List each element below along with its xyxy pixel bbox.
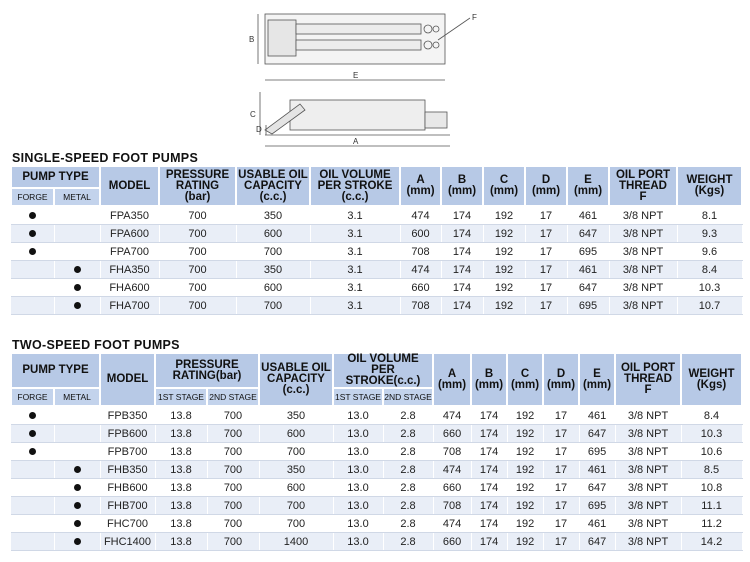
header-volume-stage-1: 1ST STAGE <box>333 388 383 406</box>
capacity-cell: 350 <box>236 206 310 225</box>
label-f: F <box>472 13 477 22</box>
forge-cell <box>11 443 54 461</box>
pressure-cell: 700 <box>159 206 236 225</box>
header-weight: WEIGHT (Kgs) <box>677 166 742 206</box>
label-b: B <box>249 35 255 44</box>
b-cell: 174 <box>441 243 483 261</box>
metal-cell <box>54 479 100 497</box>
forge-dot-icon <box>29 230 36 237</box>
capacity-cell: 600 <box>236 225 310 243</box>
weight-cell: 9.3 <box>677 225 742 243</box>
two-speed-table <box>10 352 743 551</box>
header-a: A (mm) <box>433 353 471 406</box>
forge-cell <box>11 225 54 243</box>
table-row <box>11 206 742 225</box>
b-cell: 174 <box>471 533 507 551</box>
header-pump-type: PUMP TYPE <box>11 166 100 188</box>
single-speed-title: SINGLE-SPEED FOOT PUMPS <box>12 151 199 165</box>
capacity-cell: 700 <box>259 515 333 533</box>
table-row <box>11 497 742 515</box>
header-d: D (mm) <box>525 166 567 206</box>
capacity-cell: 700 <box>259 443 333 461</box>
model-cell: FHA600 <box>100 279 159 297</box>
label-e: E <box>353 71 359 80</box>
header-weight: WEIGHT (Kgs) <box>681 353 742 406</box>
thread-cell: 3/8 NPT <box>615 533 681 551</box>
b-cell: 174 <box>441 279 483 297</box>
thread-cell: 3/8 NPT <box>615 406 681 425</box>
pressure-stage-1-cell: 13.8 <box>155 479 207 497</box>
e-cell: 461 <box>567 261 609 279</box>
capacity-cell: 350 <box>236 261 310 279</box>
forge-dot-icon <box>29 448 36 455</box>
side-view-body <box>290 100 425 130</box>
weight-cell: 14.2 <box>681 533 742 551</box>
e-cell: 461 <box>567 206 609 225</box>
metal-cell <box>54 297 100 315</box>
pressure-stage-2-cell: 700 <box>207 425 259 443</box>
pressure-stage-1-cell: 13.8 <box>155 406 207 425</box>
a-cell: 660 <box>433 533 471 551</box>
c-cell: 192 <box>507 497 543 515</box>
b-cell: 174 <box>441 225 483 243</box>
forge-cell <box>11 279 54 297</box>
thread-cell: 3/8 NPT <box>615 479 681 497</box>
model-cell: FPB350 <box>100 406 155 425</box>
metal-cell <box>54 443 100 461</box>
capacity-cell: 700 <box>259 497 333 515</box>
single-speed-table <box>10 165 743 315</box>
model-cell: FPB700 <box>100 443 155 461</box>
c-cell: 192 <box>507 479 543 497</box>
weight-cell: 8.5 <box>681 461 742 479</box>
table-row <box>11 479 742 497</box>
d-cell: 17 <box>543 479 579 497</box>
header-pump-type: PUMP TYPE <box>11 353 100 388</box>
a-cell: 474 <box>400 206 441 225</box>
top-view-rail-lower <box>296 40 421 50</box>
model-cell: FHA350 <box>100 261 159 279</box>
c-cell: 192 <box>483 243 525 261</box>
volume-stage-1-cell: 13.0 <box>333 479 383 497</box>
d-cell: 17 <box>525 225 567 243</box>
pressure-stage-1-cell: 13.8 <box>155 425 207 443</box>
forge-dot-icon <box>29 412 36 419</box>
d-cell: 17 <box>543 406 579 425</box>
table-row <box>11 515 742 533</box>
c-cell: 192 <box>507 515 543 533</box>
a-cell: 660 <box>433 425 471 443</box>
model-cell: FPA700 <box>100 243 159 261</box>
header-oil-port: OIL PORT THREAD F <box>615 353 681 406</box>
metal-cell <box>54 225 100 243</box>
c-cell: 192 <box>507 443 543 461</box>
pressure-stage-2-cell: 700 <box>207 461 259 479</box>
pressure-stage-1-cell: 13.8 <box>155 533 207 551</box>
pressure-stage-2-cell: 700 <box>207 443 259 461</box>
c-cell: 192 <box>507 533 543 551</box>
volume-stage-1-cell: 13.0 <box>333 533 383 551</box>
pressure-stage-1-cell: 13.8 <box>155 461 207 479</box>
volume-cell: 3.1 <box>310 243 400 261</box>
e-cell: 695 <box>567 297 609 315</box>
table-row <box>11 297 742 315</box>
label-d: D <box>256 125 262 134</box>
weight-cell: 8.1 <box>677 206 742 225</box>
model-cell: FHB700 <box>100 497 155 515</box>
table-row <box>11 225 742 243</box>
e-cell: 461 <box>579 515 615 533</box>
two-speed-title: TWO-SPEED FOOT PUMPS <box>12 338 180 352</box>
d-cell: 17 <box>543 461 579 479</box>
weight-cell: 10.7 <box>677 297 742 315</box>
metal-dot-icon <box>74 538 81 545</box>
model-cell: FPA350 <box>100 206 159 225</box>
thread-cell: 3/8 NPT <box>615 461 681 479</box>
forge-cell <box>11 479 54 497</box>
model-cell: FHB600 <box>100 479 155 497</box>
model-cell: FHC1400 <box>100 533 155 551</box>
header-pressure: PRESSURE RATING (bar) <box>159 166 236 206</box>
volume-stage-2-cell: 2.8 <box>383 406 433 425</box>
header-usable-oil: USABLE OIL CAPACITY (c.c.) <box>259 353 333 406</box>
header-oil-port: OIL PORT THREAD F <box>609 166 677 206</box>
pressure-stage-1-cell: 13.8 <box>155 497 207 515</box>
header-model: MODEL <box>100 166 159 206</box>
volume-stage-2-cell: 2.8 <box>383 515 433 533</box>
thread-cell: 3/8 NPT <box>615 497 681 515</box>
forge-cell <box>11 533 54 551</box>
metal-dot-icon <box>74 266 81 273</box>
volume-stage-2-cell: 2.8 <box>383 497 433 515</box>
metal-cell <box>54 461 100 479</box>
d-cell: 17 <box>543 443 579 461</box>
metal-cell <box>54 243 100 261</box>
weight-cell: 10.8 <box>681 479 742 497</box>
header-pressure-stage-2: 2ND STAGE <box>207 388 259 406</box>
d-cell: 17 <box>543 497 579 515</box>
forge-cell <box>11 425 54 443</box>
pressure-cell: 700 <box>159 225 236 243</box>
c-cell: 192 <box>483 225 525 243</box>
metal-dot-icon <box>74 284 81 291</box>
header-e: E (mm) <box>567 166 609 206</box>
a-cell: 660 <box>400 279 441 297</box>
thread-cell: 3/8 NPT <box>615 515 681 533</box>
metal-dot-icon <box>74 484 81 491</box>
d-cell: 17 <box>543 533 579 551</box>
header-oil-volume: OIL VOLUME PER STROKE (c.c.) <box>310 166 400 206</box>
d-cell: 17 <box>543 515 579 533</box>
capacity-cell: 700 <box>236 243 310 261</box>
metal-cell <box>54 406 100 425</box>
header-metal: METAL <box>54 188 100 206</box>
pressure-stage-2-cell: 700 <box>207 479 259 497</box>
c-cell: 192 <box>507 461 543 479</box>
pump-technical-drawing <box>0 0 750 150</box>
pressure-stage-2-cell: 700 <box>207 406 259 425</box>
d-cell: 17 <box>525 297 567 315</box>
b-cell: 174 <box>471 461 507 479</box>
table-row <box>11 443 742 461</box>
header-e: E (mm) <box>579 353 615 406</box>
e-cell: 695 <box>579 497 615 515</box>
e-cell: 695 <box>567 243 609 261</box>
metal-cell <box>54 261 100 279</box>
header-usable-oil: USABLE OIL CAPACITY (c.c.) <box>236 166 310 206</box>
header-b: B (mm) <box>441 166 483 206</box>
metal-cell <box>54 533 100 551</box>
a-cell: 708 <box>433 497 471 515</box>
header-model: MODEL <box>100 353 155 406</box>
header-d: D (mm) <box>543 353 579 406</box>
header-metal: METAL <box>54 388 100 406</box>
thread-cell: 3/8 NPT <box>609 261 677 279</box>
label-c: C <box>250 110 256 119</box>
a-cell: 660 <box>433 479 471 497</box>
e-cell: 647 <box>579 479 615 497</box>
weight-cell: 9.6 <box>677 243 742 261</box>
forge-cell <box>11 297 54 315</box>
volume-stage-2-cell: 2.8 <box>383 533 433 551</box>
b-cell: 174 <box>471 443 507 461</box>
forge-dot-icon <box>29 248 36 255</box>
e-cell: 647 <box>567 279 609 297</box>
e-cell: 647 <box>579 533 615 551</box>
d-cell: 17 <box>525 279 567 297</box>
volume-stage-2-cell: 2.8 <box>383 461 433 479</box>
top-view-pedal <box>268 20 296 56</box>
volume-cell: 3.1 <box>310 297 400 315</box>
metal-cell <box>54 497 100 515</box>
thread-cell: 3/8 NPT <box>609 279 677 297</box>
b-cell: 174 <box>471 497 507 515</box>
a-cell: 474 <box>433 515 471 533</box>
volume-stage-1-cell: 13.0 <box>333 515 383 533</box>
e-cell: 695 <box>579 443 615 461</box>
pressure-cell: 700 <box>159 261 236 279</box>
b-cell: 174 <box>441 297 483 315</box>
volume-stage-1-cell: 13.0 <box>333 461 383 479</box>
pressure-cell: 700 <box>159 279 236 297</box>
volume-stage-2-cell: 2.8 <box>383 479 433 497</box>
a-cell: 708 <box>400 243 441 261</box>
c-cell: 192 <box>483 261 525 279</box>
weight-cell: 10.6 <box>681 443 742 461</box>
model-cell: FHB350 <box>100 461 155 479</box>
forge-cell <box>11 406 54 425</box>
a-cell: 600 <box>400 225 441 243</box>
b-cell: 174 <box>441 261 483 279</box>
thread-cell: 3/8 NPT <box>609 297 677 315</box>
volume-cell: 3.1 <box>310 279 400 297</box>
c-cell: 192 <box>507 406 543 425</box>
e-cell: 461 <box>579 406 615 425</box>
c-cell: 192 <box>483 279 525 297</box>
b-cell: 174 <box>441 206 483 225</box>
b-cell: 174 <box>471 515 507 533</box>
d-cell: 17 <box>543 425 579 443</box>
header-b: B (mm) <box>471 353 507 406</box>
metal-cell <box>54 515 100 533</box>
weight-cell: 8.4 <box>681 406 742 425</box>
thread-cell: 3/8 NPT <box>609 206 677 225</box>
e-cell: 647 <box>579 425 615 443</box>
forge-cell <box>11 461 54 479</box>
header-volume-stage-2: 2ND STAGE <box>383 388 433 406</box>
capacity-cell: 700 <box>236 297 310 315</box>
metal-dot-icon <box>74 466 81 473</box>
model-cell: FPB600 <box>100 425 155 443</box>
table-row <box>11 461 742 479</box>
header-c: C (mm) <box>483 166 525 206</box>
c-cell: 192 <box>507 425 543 443</box>
model-cell: FHC700 <box>100 515 155 533</box>
weight-cell: 11.2 <box>681 515 742 533</box>
weight-cell: 10.3 <box>681 425 742 443</box>
volume-stage-2-cell: 2.8 <box>383 443 433 461</box>
header-forge: FORGE <box>11 188 54 206</box>
model-cell: FHA700 <box>100 297 159 315</box>
volume-cell: 3.1 <box>310 261 400 279</box>
a-cell: 474 <box>433 461 471 479</box>
header-pressure-stage-1: 1ST STAGE <box>155 388 207 406</box>
pressure-stage-2-cell: 700 <box>207 497 259 515</box>
header-c: C (mm) <box>507 353 543 406</box>
thread-cell: 3/8 NPT <box>609 243 677 261</box>
side-view-head <box>425 112 447 128</box>
volume-stage-1-cell: 13.0 <box>333 406 383 425</box>
table-row <box>11 425 742 443</box>
forge-cell <box>11 243 54 261</box>
label-a: A <box>353 137 359 146</box>
weight-cell: 11.1 <box>681 497 742 515</box>
header-a: A (mm) <box>400 166 441 206</box>
header-forge: FORGE <box>11 388 54 406</box>
thread-cell: 3/8 NPT <box>615 443 681 461</box>
b-cell: 174 <box>471 406 507 425</box>
table-row <box>11 533 742 551</box>
thread-cell: 3/8 NPT <box>609 225 677 243</box>
e-cell: 647 <box>567 225 609 243</box>
e-cell: 461 <box>579 461 615 479</box>
forge-cell <box>11 206 54 225</box>
header-pressure: PRESSURE RATING(bar) <box>155 353 259 388</box>
top-view-rail-upper <box>296 24 421 34</box>
weight-cell: 8.4 <box>677 261 742 279</box>
forge-dot-icon <box>29 212 36 219</box>
volume-stage-1-cell: 13.0 <box>333 443 383 461</box>
volume-stage-2-cell: 2.8 <box>383 425 433 443</box>
capacity-cell: 350 <box>259 406 333 425</box>
capacity-cell: 600 <box>259 425 333 443</box>
volume-stage-1-cell: 13.0 <box>333 425 383 443</box>
volume-stage-1-cell: 13.0 <box>333 497 383 515</box>
forge-cell <box>11 497 54 515</box>
pressure-cell: 700 <box>159 243 236 261</box>
table-row <box>11 279 742 297</box>
table-row <box>11 243 742 261</box>
c-cell: 192 <box>483 206 525 225</box>
b-cell: 174 <box>471 479 507 497</box>
model-cell: FPA600 <box>100 225 159 243</box>
metal-cell <box>54 425 100 443</box>
d-cell: 17 <box>525 206 567 225</box>
a-cell: 474 <box>433 406 471 425</box>
metal-cell <box>54 279 100 297</box>
c-cell: 192 <box>483 297 525 315</box>
a-cell: 708 <box>433 443 471 461</box>
forge-dot-icon <box>29 430 36 437</box>
header-oil-volume: OIL VOLUME PER STROKE(c.c.) <box>333 353 433 388</box>
volume-cell: 3.1 <box>310 206 400 225</box>
table-row <box>11 406 742 425</box>
capacity-cell: 600 <box>259 479 333 497</box>
pressure-stage-1-cell: 13.8 <box>155 515 207 533</box>
pressure-stage-2-cell: 700 <box>207 533 259 551</box>
forge-cell <box>11 261 54 279</box>
metal-dot-icon <box>74 302 81 309</box>
a-cell: 708 <box>400 297 441 315</box>
b-cell: 174 <box>471 425 507 443</box>
weight-cell: 10.3 <box>677 279 742 297</box>
metal-cell <box>54 206 100 225</box>
capacity-cell: 1400 <box>259 533 333 551</box>
capacity-cell: 600 <box>236 279 310 297</box>
metal-dot-icon <box>74 520 81 527</box>
d-cell: 17 <box>525 261 567 279</box>
pressure-stage-2-cell: 700 <box>207 515 259 533</box>
capacity-cell: 350 <box>259 461 333 479</box>
metal-dot-icon <box>74 502 81 509</box>
pressure-stage-1-cell: 13.8 <box>155 443 207 461</box>
d-cell: 17 <box>525 243 567 261</box>
forge-cell <box>11 515 54 533</box>
a-cell: 474 <box>400 261 441 279</box>
table-row <box>11 261 742 279</box>
pressure-cell: 700 <box>159 297 236 315</box>
volume-cell: 3.1 <box>310 225 400 243</box>
thread-cell: 3/8 NPT <box>615 425 681 443</box>
